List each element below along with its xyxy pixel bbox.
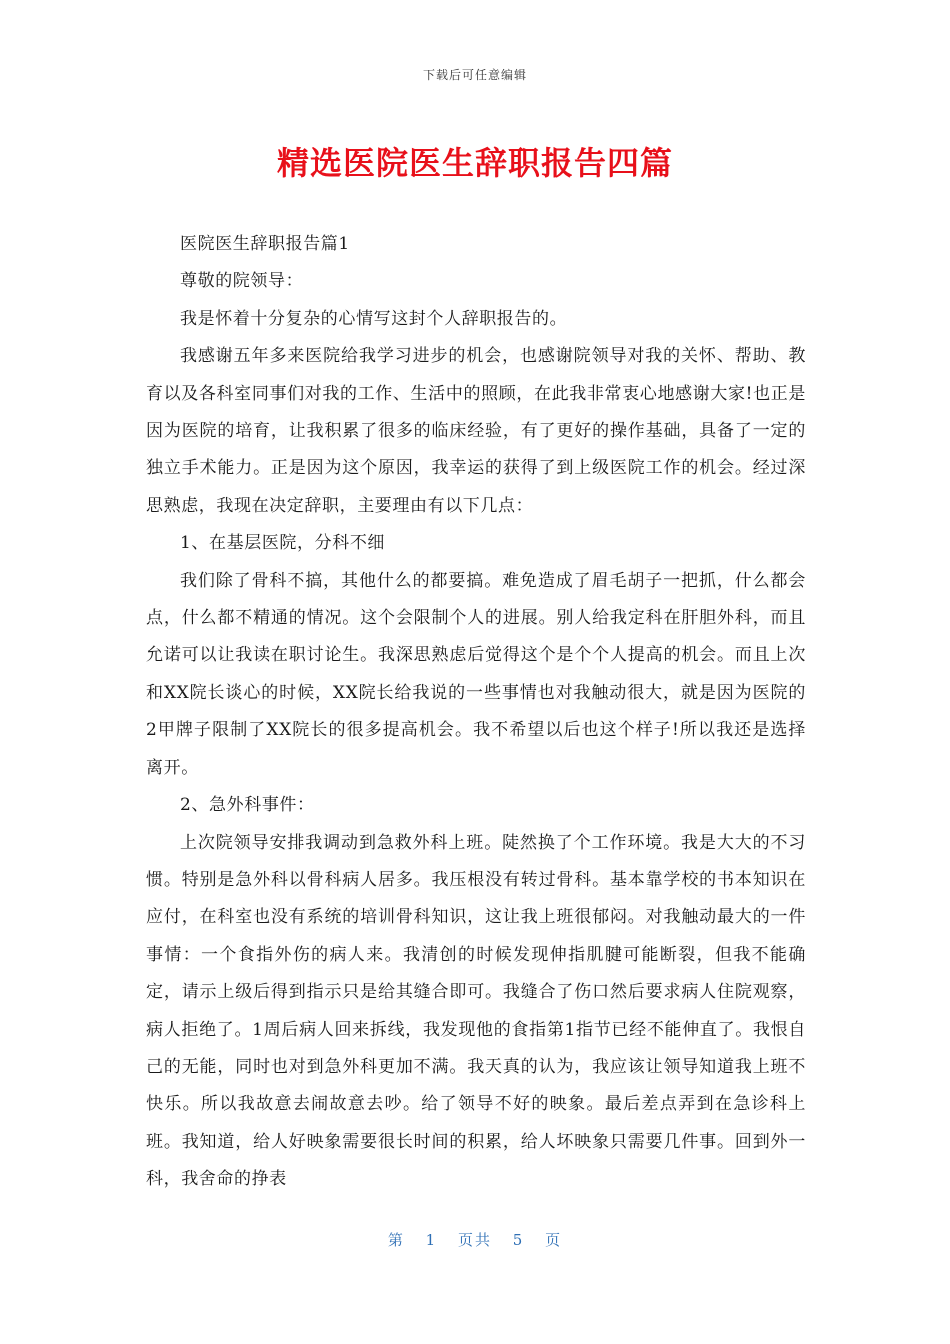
footer-label-ye: 页: [545, 1231, 563, 1249]
footer-current-page: 1: [425, 1231, 438, 1249]
point-heading-2: 2、急外科事件：: [180, 795, 315, 816]
paragraph-point-2: 上次院领导安排我调动到急救外科上班。陡然换了个工作环境。我是大大的不习惯。特别是急外科以骨科病人居多。我压根没有转过骨科。基本靠学校的书本知识在应付，在科室也没有系统的培训骨科知识，这让我上班很郁闷。对我触动最大的一件事情：一个食指外伤的病人来。我清创的时候发现伸指肌腱可能断裂，但我不能确定，请示上级后得到指示只是给其缝合即可。我缝合了伤口然后要求病人住院观察，病人拒绝了。1周后病人回来拆线，我发现他的食指第1指节已经不能伸直了。我恨自己的无能，同时也对到急外科更加不满。我天真的认为，我应该让领导知道我上班不快乐。所以我故意去闹故意去吵。给了领导不好的映象。最后差点弄到在急诊科上班。我知道，给人好映象需要很长时间的积累，给人坏映象只需要几件事。回到外一科，我舍命的挣表: [146, 832, 806, 1190]
salutation: 尊敬的院领导：: [180, 271, 304, 292]
header-note: 下载后可任意编辑: [422, 68, 527, 82]
paragraph-point-1: 我们除了骨科不搞，其他什么的都要搞。难免造成了眉毛胡子一把抓，什么都会点，什么都不精通的情况。这个会限制个人的进展。别人给我定科在肝胆外科，而且允诺可以让我读在职讨论生。我深思熟虑后觉得这个是个个人提高的机会。而且上次和XX院长谈心的时候，XX院长给我说的一些事情也对我触动很大，就是因为医院的2甲牌子限制了XX院长的很多提高机会。我不希望以后也这个样子!所以我还是选择离开。: [146, 570, 806, 778]
point-heading-1: 1、在基层医院，分科不细: [180, 533, 386, 554]
paragraph-intro: 我是怀着十分复杂的心情写这封个人辞职报告的。: [180, 308, 568, 329]
paragraph-thanks: 我感谢五年多来医院给我学习进步的机会，也感谢院领导对我的关怀、帮助、教育以及各科室同事们对我的工作、生活中的照顾，在此我非常衷心地感谢大家!也正是因为医院的培育，让我积累了很多的临床经验，有了更好的操作基础，具备了一定的独立手术能力。正是因为这个原因，我幸运的获得了到上级医院工作的机会。经过深思熟虑，我现在决定辞职，主要理由有以下几点：: [146, 346, 806, 516]
document-title: 精选医院医生辞职报告四篇: [276, 144, 673, 182]
page-footer: [0, 1229, 950, 1250]
document-body: [146, 226, 806, 1199]
footer-total-pages: 5: [512, 1231, 525, 1249]
section-heading-1: 医院医生辞职报告篇1: [180, 234, 350, 254]
footer-label-ye-gong: 页共: [457, 1231, 492, 1249]
footer-label-di: 第: [387, 1231, 405, 1249]
